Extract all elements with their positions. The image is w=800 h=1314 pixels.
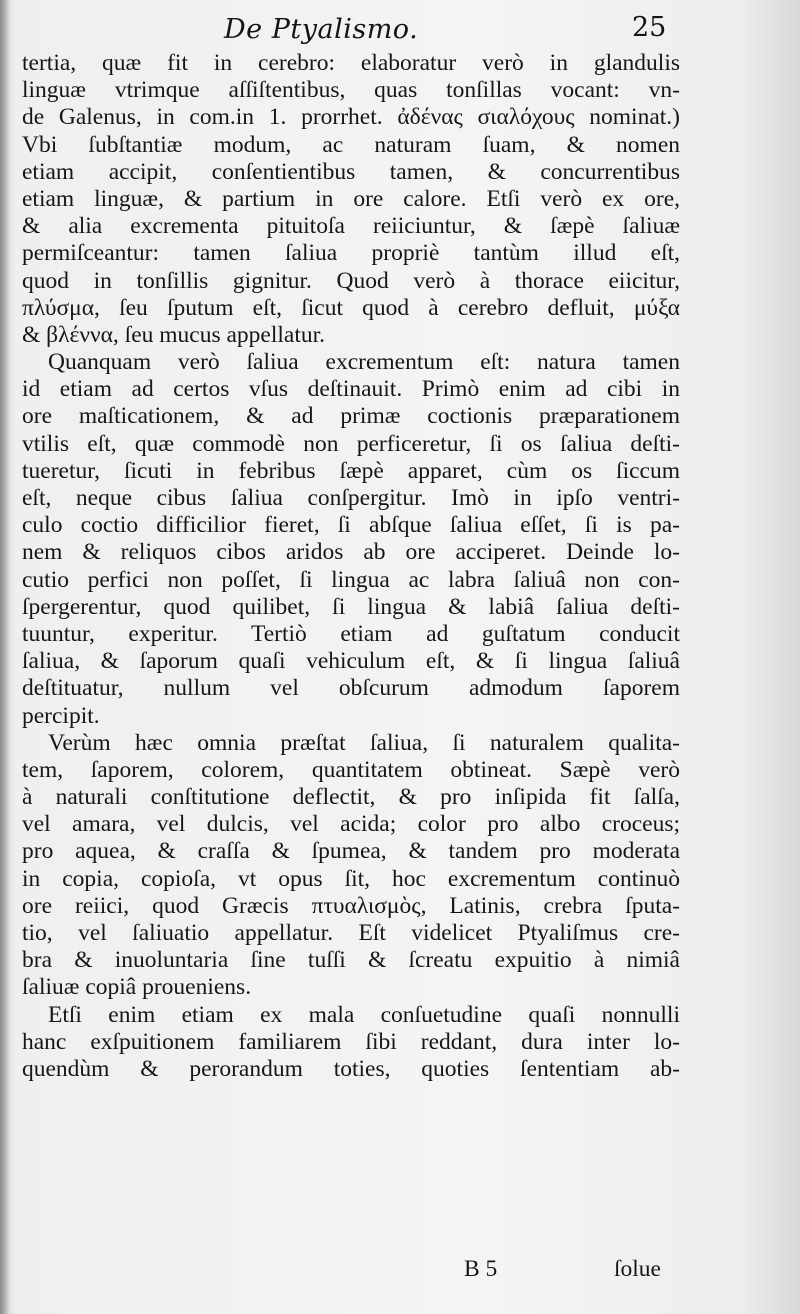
paragraph-start-line: Verùm hæc omnia præſtat ſaliua, ſi naturalem qualita- (48, 729, 680, 756)
text-line: tio, vel ſaliuatio appellatur. Eſt videlicet Ptyaliſmus cre- (22, 920, 680, 946)
text-line: cutio perfici non poſſet, ſi lingua ac labra ſaliuâ non con- (22, 566, 680, 593)
text-line: permiſceantur: tamen ſaliua propriè tantùm illud eſt, (22, 240, 680, 267)
page-header (0, 8, 800, 52)
text-line: deſtituatur, nullum vel obſcurum admodum ſaporem (22, 675, 680, 702)
text-line: ore maſticationem, & ad primæ coctionis præparationem (22, 403, 680, 430)
text-line: linguæ vtrimque aſſiſtentibus, quas tonſillas vocant: vn- (22, 77, 680, 104)
text-line: vtilis eſt, quæ commodè non perficeretur, ſi os ſaliua deſti- (22, 430, 680, 457)
text-line: id etiam ad certos vſus deſtinauit. Primò enim ad cibi in (22, 376, 680, 403)
text-line: in copia, copioſa, vt opus ſit, hoc excrementum continuò (22, 865, 680, 892)
text-line: percipit. (22, 702, 100, 729)
page-edge-shade (740, 0, 800, 1314)
text-line: & alia excrementa pituitoſa reiiciuntur, & ſæpè ſaliuæ (22, 213, 680, 240)
text-line: à naturali conſtitutione deflectit, & pro inſipida fit ſalſa, (22, 784, 680, 811)
text-line: bra & inuoluntaria ſine tuſſi & ſcreatu expuitio à nimiâ (22, 947, 680, 974)
page-number: 25 (632, 12, 667, 43)
text-line: tueretur, ſicuti in febribus ſæpè apparet, cùm os ſiccum (22, 457, 680, 484)
text-line: quod in tonſillis gignitur. Quod verò à thorace eiicitur, (22, 267, 680, 294)
gutter-shadow (0, 0, 10, 1314)
text-line: ſpergerentur, quod quilibet, ſi lingua & labiâ ſaliua deſti- (22, 593, 680, 620)
body-text (22, 50, 680, 1083)
text-line: de Galenus, in com.in 1. prorrhet. ἀδένας σιαλόχους nominat.) (22, 104, 680, 131)
paragraph-start-line: Quanquam verò ſaliua excrementum eſt: natura tamen (48, 349, 680, 376)
catchword: ſolue (614, 1256, 661, 1282)
text-line: vel amara, vel dulcis, vel acida; color pro albo croceus; (22, 811, 680, 838)
text-line: eſt, neque cibus ſaliua conſpergitur. Imò in ipſo ventri- (22, 485, 680, 511)
page-footer (0, 1256, 800, 1286)
text-line: tertia, quæ fit in cerebro: elaboratur verò in glandulis (22, 50, 680, 76)
text-line: hanc exſpuitionem familiarem ſibi reddant, dura inter lo- (22, 1028, 680, 1055)
running-title: De Ptyalismo. (224, 14, 419, 45)
text-line: culo coctio difficilior fieret, ſi abſque ſaliua eſſet, ſi is pa- (22, 512, 680, 539)
text-line: ſaliuæ copiâ proueniens. (22, 974, 252, 1001)
text-line: ſaliua, & ſaporum quaſi vehiculum eſt, & ſi lingua ſaliuâ (22, 648, 680, 675)
text-line: πλύσμα, ſeu ſputum eſt, ſicut quod à cerebro defluit, μύξα (22, 294, 680, 321)
text-line: ore reiici, quod Græcis πτυαλισμὸς, Latinis, crebra ſputa- (22, 892, 680, 919)
text-line: tuuntur, experitur. Tertiò etiam ad guſtatum conducit (22, 620, 680, 647)
text-line: nem & reliquos cibos aridos ab ore acciperet. Deinde lo- (22, 539, 680, 566)
text-line: pro aquea, & craſſa & ſpumea, & tandem pro moderata (22, 838, 680, 865)
signature-mark: B 5 (464, 1256, 498, 1282)
text-line: etiam accipit, conſentientibus tamen, & concurrentibus (22, 158, 680, 185)
text-line: quendùm & perorandum toties, quoties ſententiam ab- (22, 1055, 680, 1082)
text-line: etiam linguæ, & partium in ore calore. Etſi verò ex ore, (22, 185, 680, 212)
text-line: Vbi ſubſtantiæ modum, ac naturam ſuam, & nomen (22, 131, 680, 158)
paragraph-start-line: Etſi enim etiam ex mala conſuetudine quaſi nonnulli (48, 1001, 680, 1028)
text-line: tem, ſaporem, colorem, quantitatem obtineat. Sæpè verò (22, 756, 680, 783)
text-line: & βλέννα, ſeu mucus appellatur. (22, 321, 326, 348)
